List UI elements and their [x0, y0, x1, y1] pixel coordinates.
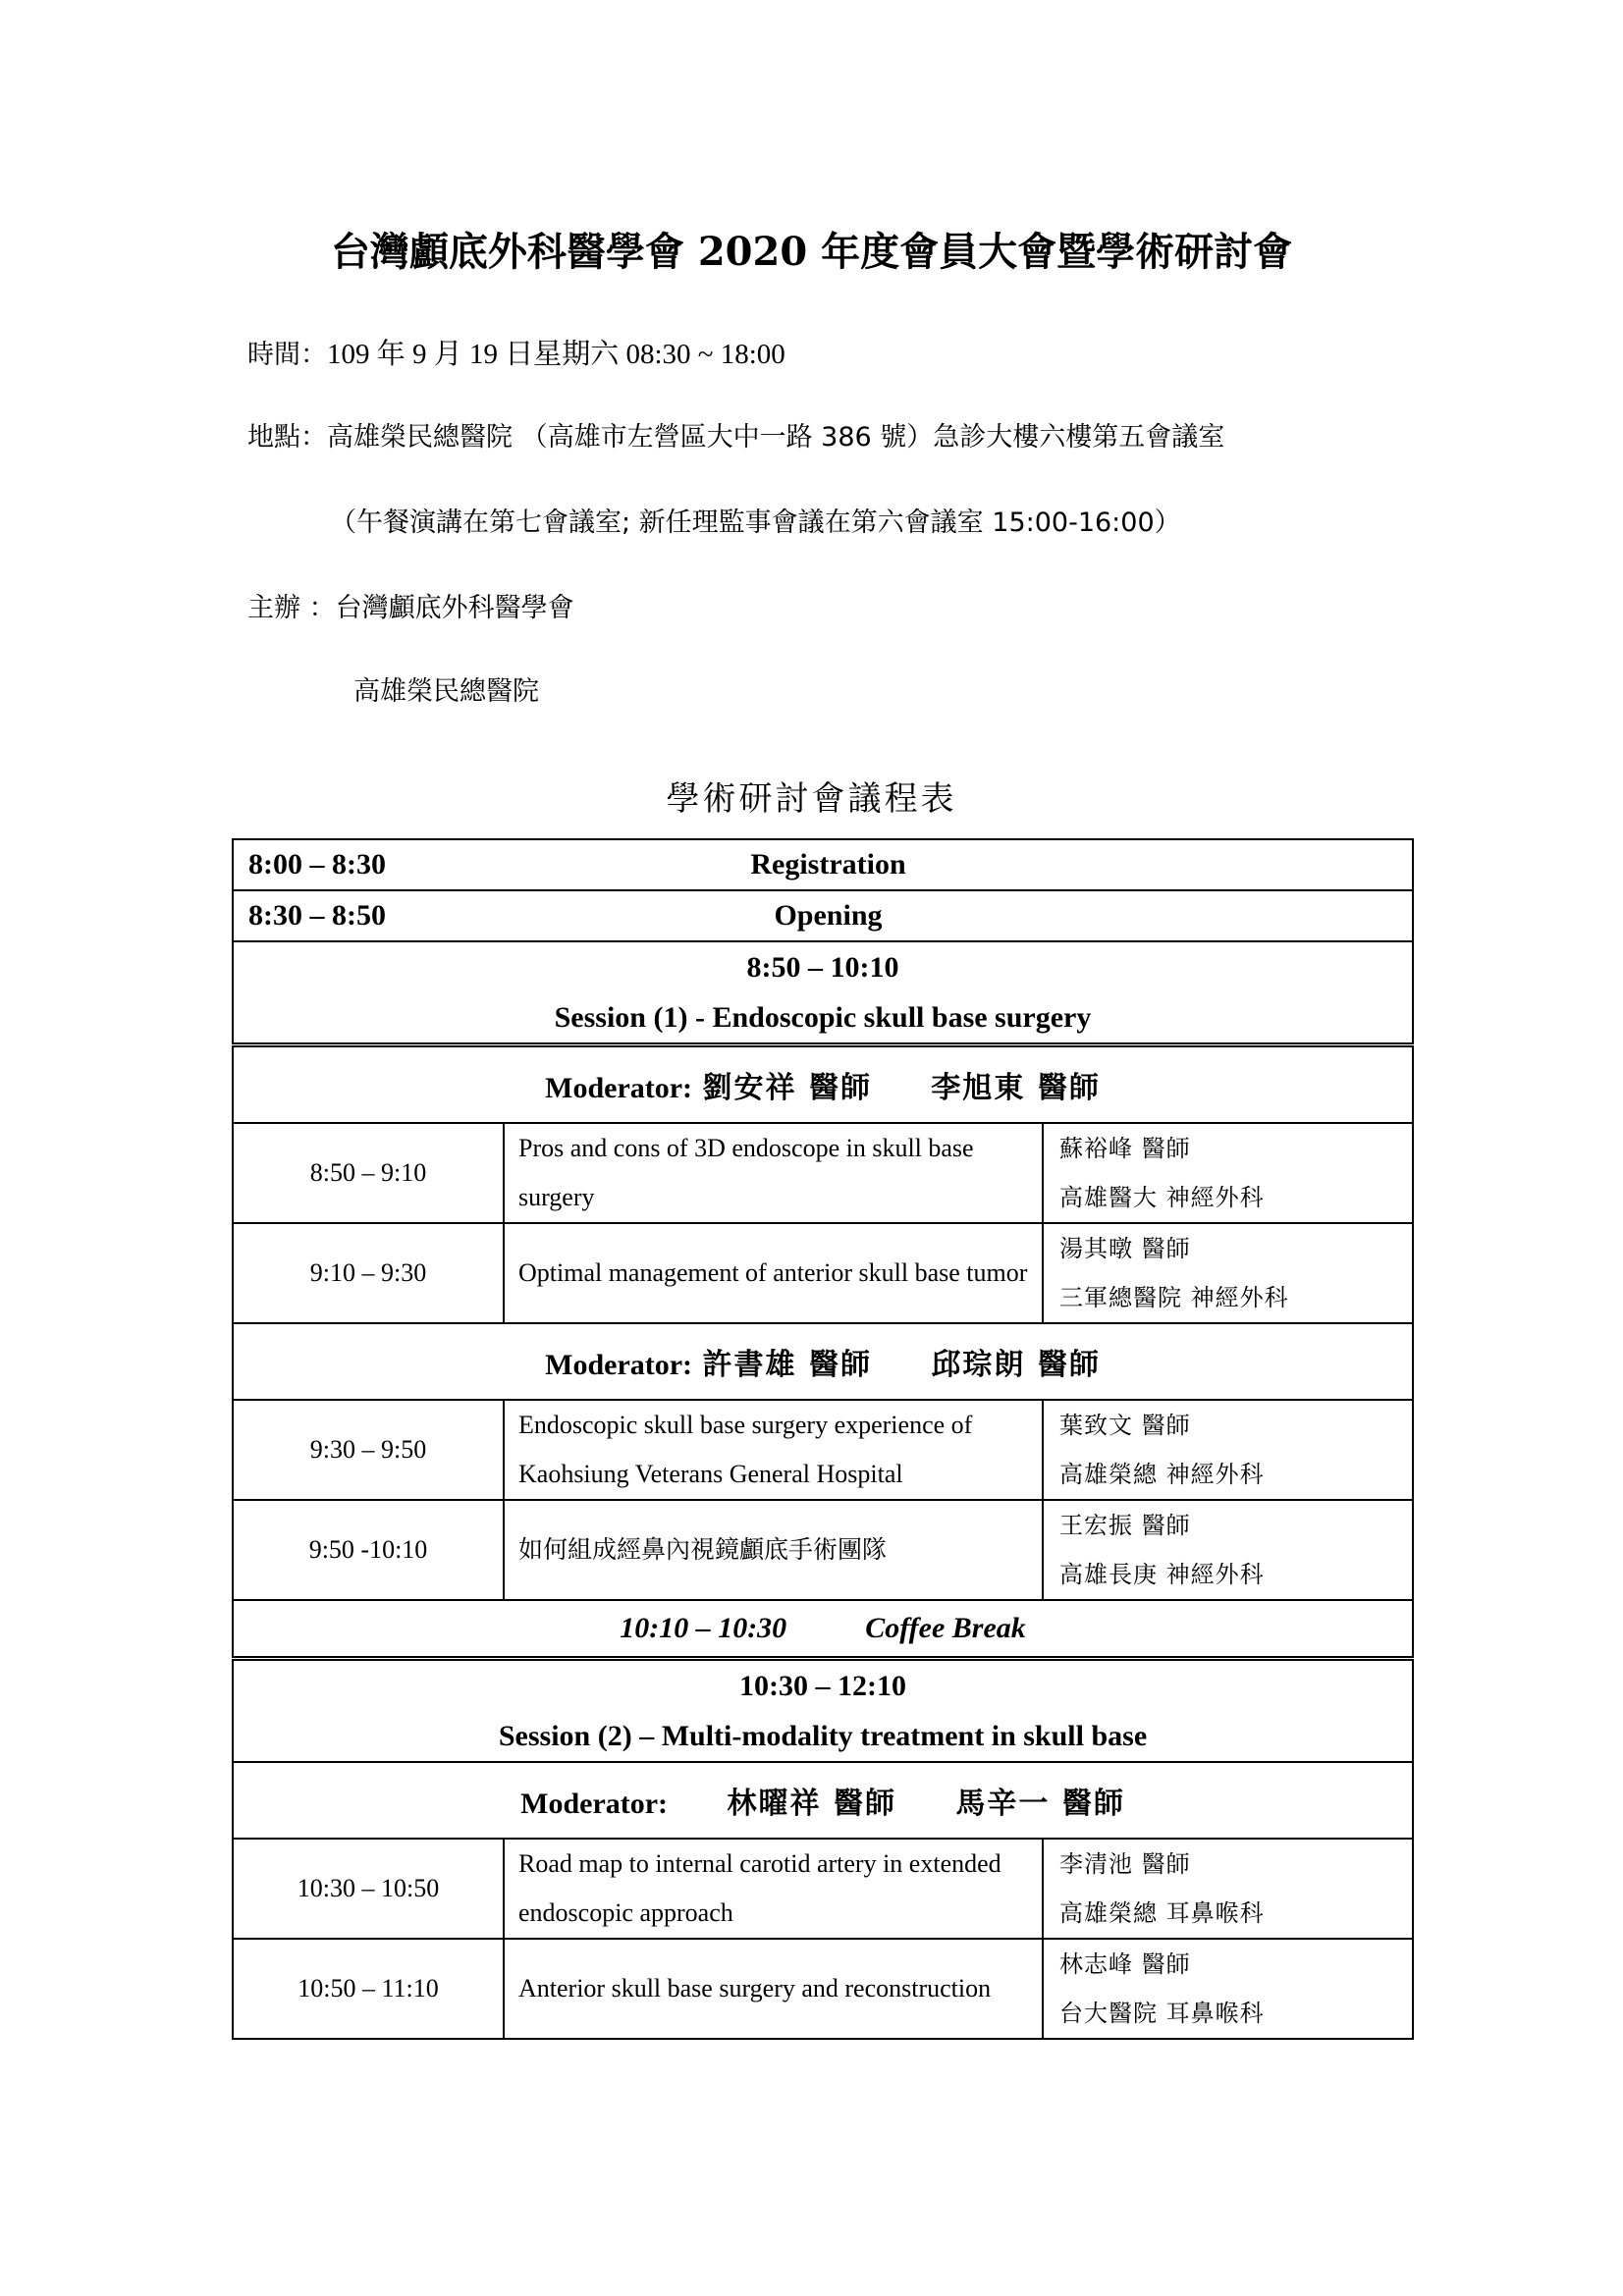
speaker-affiliation: 三軍總醫院 神經外科 [1059, 1284, 1289, 1311]
talk-row [233, 1500, 1413, 1600]
talk-row [233, 1223, 1413, 1323]
speaker-name: 林志峰 醫師 [1059, 1950, 1191, 1978]
moderator-name: 李旭東 醫師 [931, 1071, 1101, 1105]
talk-title: Anterior skull base surgery and reconstruction [504, 1939, 1043, 2039]
moderator-label: Moderator: [545, 1349, 693, 1381]
host-line [247, 586, 574, 624]
session-1-moderator-b [233, 1323, 1413, 1400]
document-title: 台灣顱底外科醫學會 2020 年度會員大會暨學術研討會 [330, 229, 1293, 275]
session-2-moderator [233, 1762, 1413, 1839]
place-label: 地點： [247, 422, 327, 453]
coffee-break-label: Coffee Break [865, 1612, 1026, 1644]
speaker-name: 葉致文 醫師 [1059, 1412, 1191, 1439]
coffee-break-time: 10:10 – 10:30 [620, 1612, 787, 1644]
talk-time: 10:50 – 11:10 [233, 1939, 504, 2039]
talk-time: 9:50 -10:10 [233, 1500, 504, 1600]
talk-title: 如何組成經鼻內視鏡顱底手術團隊 [504, 1500, 1043, 1600]
moderator-name: 許書雄 醫師 [702, 1348, 872, 1382]
agenda-row-opening [233, 890, 1413, 941]
speaker-name: 湯其暾 醫師 [1059, 1235, 1191, 1262]
opening-time: 8:30 – 8:50 [248, 899, 386, 932]
host-label: 主辦 ： [247, 593, 336, 623]
talk-time: 9:30 – 9:50 [233, 1400, 504, 1500]
time-label: 時間： [247, 340, 327, 370]
talk-title: Optimal management of anterior skull base tumor [504, 1223, 1043, 1323]
moderator-name: 劉安祥 醫師 [702, 1071, 872, 1105]
session-1-title: Session (1) - Endoscopic skull base surgery [554, 1001, 1092, 1034]
session-1-header [233, 941, 1413, 1045]
coffee-break-row [233, 1600, 1413, 1659]
speaker-affiliation: 高雄榮總 神經外科 [1059, 1461, 1265, 1488]
moderator-label: Moderator: [545, 1072, 693, 1104]
talk-title: Pros and cons of 3D endoscope in skull base surgery [504, 1123, 1043, 1223]
agenda-title: 學術研討會議程表 [666, 779, 957, 819]
agenda-table [232, 838, 1414, 2040]
opening-label: Opening [774, 899, 883, 932]
session-2-time: 10:30 – 12:10 [739, 1670, 906, 1702]
time-line [247, 332, 785, 372]
moderator-label: Moderator: [520, 1788, 669, 1820]
speaker-affiliation: 高雄榮總 耳鼻喉科 [1059, 1899, 1265, 1927]
talk-time: 8:50 – 9:10 [233, 1123, 504, 1223]
venue-note: （午餐演講在第七會議室; 新任理監事會議在第六會議室 15:00-16:00） [330, 507, 1181, 538]
speaker-affiliation: 高雄醫大 神經外科 [1059, 1184, 1265, 1211]
session-2-header [233, 1659, 1413, 1763]
talk-title: Endoscopic skull base surgery experience of Kaohsiung Veterans General Hospital [504, 1400, 1043, 1500]
talk-title: Road map to internal carotid artery in extended endoscopic approach [504, 1839, 1043, 1939]
moderator-name: 馬辛一 醫師 [955, 1787, 1125, 1821]
place-value: 高雄榮民總醫院 （高雄市左營區大中一路 386 號）急診大樓六樓第五會議室 [327, 422, 1225, 453]
registration-label: Registration [750, 848, 906, 881]
time-value: 109 年 9 月 19 日星期六 08:30 ~ 18:00 [327, 339, 785, 370]
session-1-time: 8:50 – 10:10 [746, 951, 899, 984]
moderator-name: 邱琮朗 醫師 [931, 1348, 1101, 1382]
speaker-name: 蘇裕峰 醫師 [1059, 1135, 1191, 1162]
talk-time: 9:10 – 9:30 [233, 1223, 504, 1323]
speaker-name: 王宏振 醫師 [1059, 1512, 1191, 1539]
session-1-moderator-a [233, 1045, 1413, 1124]
place-line [247, 415, 1224, 454]
speaker-affiliation: 高雄長庚 神經外科 [1059, 1561, 1265, 1588]
talk-row [233, 1839, 1413, 1939]
speaker-affiliation: 台大醫院 耳鼻喉科 [1059, 2000, 1265, 2027]
talk-time: 10:30 – 10:50 [233, 1839, 504, 1939]
agenda-row-registration [233, 839, 1413, 890]
session-2-title: Session (2) – Multi-modality treatment in skull base [498, 1720, 1148, 1752]
host-2: 高雄榮民總醫院 [353, 676, 539, 707]
host-1: 台灣顱底外科醫學會 [335, 593, 574, 623]
talk-row [233, 1400, 1413, 1500]
registration-time: 8:00 – 8:30 [248, 848, 386, 881]
moderator-name: 林曜祥 醫師 [727, 1787, 896, 1821]
talk-row [233, 1123, 1413, 1223]
speaker-name: 李清池 醫師 [1059, 1850, 1191, 1878]
talk-row [233, 1939, 1413, 2039]
